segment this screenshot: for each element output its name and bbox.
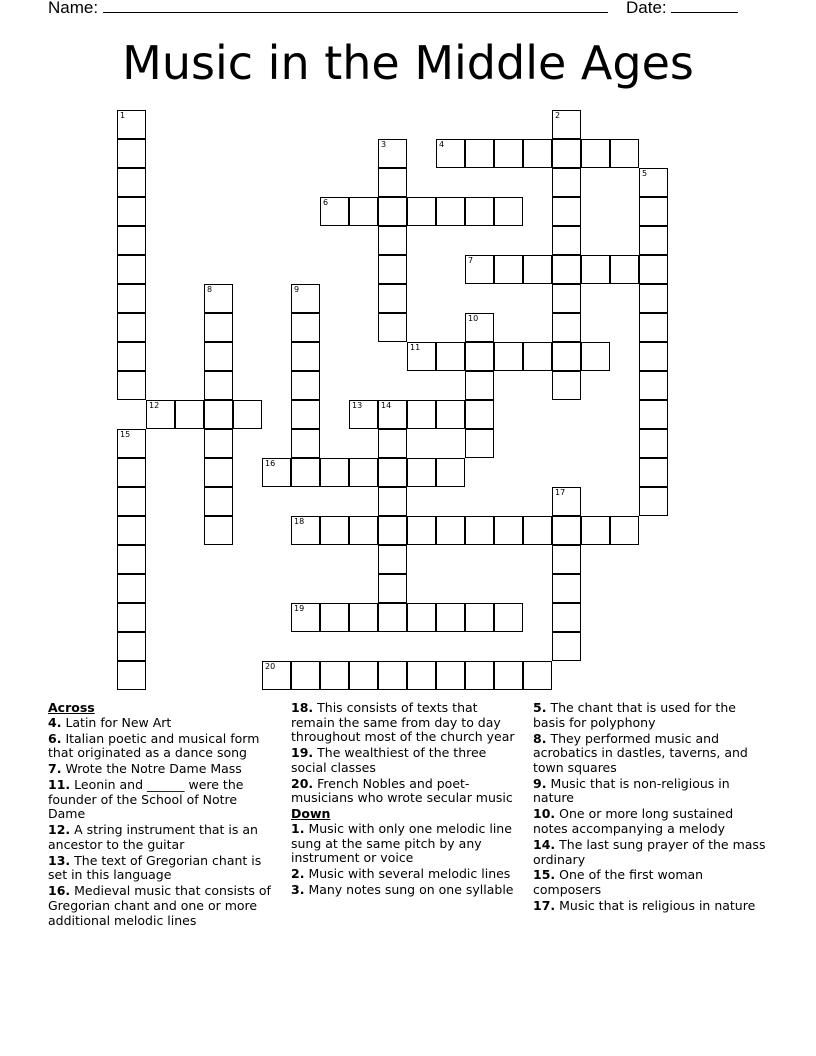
clue-number: 14 [381, 401, 392, 410]
grid-cell[interactable] [494, 139, 523, 168]
grid-cell[interactable] [117, 168, 146, 197]
grid-cell[interactable] [552, 632, 581, 661]
clue-number: 4 [439, 140, 445, 149]
grid-cell[interactable] [117, 342, 146, 371]
grid-cell[interactable] [610, 516, 639, 545]
grid-cell[interactable] [523, 255, 552, 284]
clue-number: 12 [149, 401, 160, 410]
grid-cell[interactable] [117, 371, 146, 400]
grid-cell[interactable] [204, 342, 233, 371]
grid-cell[interactable] [378, 284, 407, 313]
clue-number: 6 [323, 198, 329, 207]
grid-cell[interactable] [465, 197, 494, 226]
clues-column-3 [533, 701, 769, 915]
down-heading: Down [291, 806, 331, 822]
grid-cell[interactable] [581, 342, 610, 371]
clues-column-1 [48, 701, 276, 930]
grid-cell[interactable] [117, 516, 146, 545]
grid-cell[interactable] [378, 545, 407, 574]
grid-cell[interactable] [639, 371, 668, 400]
grid-cell[interactable] [117, 284, 146, 313]
grid-cell[interactable] [552, 168, 581, 197]
clue-number: 8 [207, 285, 213, 294]
across-clue-19: 19. The wealthiest of the three social classes [291, 745, 487, 775]
grid-cell[interactable] [349, 516, 378, 545]
grid-cell[interactable] [552, 255, 581, 284]
grid-cell[interactable] [204, 313, 233, 342]
grid-cell[interactable] [349, 458, 378, 487]
grid-cell[interactable] [291, 400, 320, 429]
grid-cell[interactable] [291, 342, 320, 371]
grid-cell[interactable] [407, 197, 436, 226]
grid-cell[interactable] [465, 429, 494, 458]
grid-cell[interactable] [494, 255, 523, 284]
grid-cell[interactable] [117, 255, 146, 284]
grid-cell[interactable] [552, 342, 581, 371]
grid-cell[interactable] [639, 342, 668, 371]
across-clue-20: 20. French Nobles and poet-musicians who wrote secular music [291, 775, 513, 806]
grid-cell[interactable] [639, 487, 668, 516]
grid-cell[interactable] [523, 139, 552, 168]
grid-cell[interactable] [465, 603, 494, 632]
grid-cell[interactable] [378, 429, 407, 458]
clue-number: 16 [265, 459, 276, 468]
clue-number: 17 [555, 488, 566, 497]
grid-cell[interactable] [552, 603, 581, 632]
across-clue-18: 18. This consists of texts that remain the same from day to day throughout most of the church year [291, 700, 515, 745]
grid-cell[interactable] [639, 458, 668, 487]
grid-cell[interactable] [204, 284, 233, 313]
grid-cell[interactable] [117, 458, 146, 487]
grid-cell[interactable] [291, 371, 320, 400]
grid-cell[interactable] [494, 516, 523, 545]
grid-cell[interactable] [175, 400, 204, 429]
grid-cell[interactable] [494, 603, 523, 632]
grid-cell[interactable] [639, 429, 668, 458]
grid-cell[interactable] [552, 139, 581, 168]
grid-cell[interactable] [117, 197, 146, 226]
grid-cell[interactable] [436, 400, 465, 429]
clue-number: 20 [265, 662, 276, 671]
page-title: Music in the Middle Ages [122, 36, 694, 90]
clue-number: 5 [642, 169, 648, 178]
grid-cell[interactable] [117, 661, 146, 690]
grid-cell[interactable] [436, 197, 465, 226]
grid-cell[interactable] [117, 545, 146, 574]
grid-cell[interactable] [465, 661, 494, 690]
grid-cell[interactable] [320, 458, 349, 487]
grid-cell[interactable] [552, 313, 581, 342]
across-clue-13: 13. The text of Gregorian chant is set in this language [48, 852, 262, 883]
grid-cell[interactable] [552, 545, 581, 574]
down-clue-17: 17. Music that is religious in nature [533, 898, 756, 914]
down-clue-9: 9. Music that is non-religious in nature [533, 775, 730, 806]
grid-cell[interactable] [465, 342, 494, 371]
grid-cell[interactable] [117, 110, 146, 139]
clue-number: 11 [410, 343, 421, 352]
grid-cell[interactable] [204, 458, 233, 487]
down-clue-5: 5. The chant that is used for the basis for polyphony [533, 700, 736, 730]
grid-cell[interactable] [117, 429, 146, 458]
down-clue-1: 1. Music with only one melodic line sung at the same pitch by any instrument or voice [291, 820, 512, 866]
grid-cell[interactable] [407, 661, 436, 690]
clue-number: 3 [381, 140, 387, 149]
grid-cell[interactable] [378, 313, 407, 342]
grid-cell[interactable] [581, 516, 610, 545]
grid-cell[interactable] [436, 458, 465, 487]
grid-cell[interactable] [436, 139, 465, 168]
clue-number: 19 [294, 604, 305, 613]
grid-cell[interactable] [639, 168, 668, 197]
grid-cell[interactable] [407, 400, 436, 429]
grid-cell[interactable] [349, 603, 378, 632]
grid-cell[interactable] [349, 661, 378, 690]
grid-cell[interactable] [378, 458, 407, 487]
grid-cell[interactable] [436, 342, 465, 371]
grid-cell[interactable] [407, 342, 436, 371]
clue-number: 7 [468, 256, 474, 265]
grid-cell[interactable] [204, 400, 233, 429]
grid-cell[interactable] [378, 487, 407, 516]
grid-cell[interactable] [262, 458, 291, 487]
grid-cell[interactable] [233, 400, 262, 429]
grid-cell[interactable] [378, 168, 407, 197]
grid-cell[interactable] [320, 197, 349, 226]
down-clue-2: 2. Music with several melodic lines [291, 866, 511, 882]
grid-cell[interactable] [436, 603, 465, 632]
date-label: Date: [626, 0, 667, 17]
grid-cell[interactable] [291, 429, 320, 458]
grid-cell[interactable] [262, 661, 291, 690]
grid-cell[interactable] [117, 632, 146, 661]
across-clue-4: 4. Latin for New Art [48, 714, 172, 730]
across-clue-12: 12. A string instrument that is an ancestor to the guitar [48, 822, 258, 852]
across-clue-7: 7. Wrote the Notre Dame Mass [48, 761, 242, 777]
grid-cell[interactable] [552, 110, 581, 139]
grid-cell[interactable] [552, 574, 581, 603]
clue-number: 2 [555, 111, 561, 120]
grid-cell[interactable] [639, 400, 668, 429]
grid-cell[interactable] [552, 284, 581, 313]
grid-cell[interactable] [291, 603, 320, 632]
across-clue-11: 11. Leonin and ______ were the founder of the School of Notre Dame [48, 777, 244, 822]
grid-cell[interactable] [291, 284, 320, 313]
clue-number: 10 [468, 314, 479, 323]
clues-column-2 [291, 701, 523, 899]
grid-cell[interactable] [320, 516, 349, 545]
grid-cell[interactable] [378, 226, 407, 255]
grid-cell[interactable] [552, 516, 581, 545]
across-clue-16: 16. Medieval music that consists of Gregorian chant and one or more additional melodic lines [48, 883, 271, 928]
grid-cell[interactable] [320, 661, 349, 690]
grid-cell[interactable] [117, 226, 146, 255]
grid-cell[interactable] [639, 197, 668, 226]
grid-cell[interactable] [465, 371, 494, 400]
grid-cell[interactable] [639, 284, 668, 313]
grid-cell[interactable] [320, 603, 349, 632]
grid-cell[interactable] [378, 574, 407, 603]
grid-cell[interactable] [349, 400, 378, 429]
grid-cell[interactable] [552, 371, 581, 400]
grid-cell[interactable] [349, 197, 378, 226]
grid-cell[interactable] [117, 313, 146, 342]
clue-number: 9 [294, 285, 300, 294]
grid-cell[interactable] [378, 255, 407, 284]
clue-number: 18 [294, 517, 305, 526]
clue-number: 13 [352, 401, 363, 410]
grid-cell[interactable] [204, 516, 233, 545]
grid-cell[interactable] [610, 139, 639, 168]
grid-cell[interactable] [117, 603, 146, 632]
grid-cell[interactable] [291, 516, 320, 545]
down-clue-10: 10. One or more long sustained notes accompanying a melody [533, 806, 734, 836]
clue-number: 15 [120, 430, 131, 439]
grid-cell[interactable] [407, 516, 436, 545]
grid-cell[interactable] [407, 603, 436, 632]
grid-cell[interactable] [436, 661, 465, 690]
grid-cell[interactable] [639, 255, 668, 284]
grid-cell[interactable] [204, 429, 233, 458]
across-clue-6: 6. Italian poetic and musical form that originated as a dance song [48, 730, 260, 761]
grid-cell[interactable] [639, 226, 668, 255]
grid-cell[interactable] [378, 400, 407, 429]
grid-cell[interactable] [465, 516, 494, 545]
grid-cell[interactable] [552, 197, 581, 226]
grid-cell[interactable] [523, 661, 552, 690]
grid-cell[interactable] [117, 574, 146, 603]
down-clue-15: 15. One of the first woman composers [533, 867, 704, 898]
grid-cell[interactable] [465, 255, 494, 284]
down-clue-3: 3. Many notes sung on one syllable [291, 882, 514, 898]
grid-cell[interactable] [465, 400, 494, 429]
grid-cell[interactable] [610, 255, 639, 284]
clue-number: 1 [120, 111, 126, 120]
grid-cell[interactable] [581, 139, 610, 168]
down-clue-14: 14. The last sung prayer of the mass ordinary [533, 836, 766, 867]
grid-cell[interactable] [117, 487, 146, 516]
grid-cell[interactable] [407, 458, 436, 487]
grid-cell[interactable] [378, 197, 407, 226]
across-heading: Across [48, 700, 95, 715]
grid-cell[interactable] [378, 603, 407, 632]
grid-cell[interactable] [639, 313, 668, 342]
grid-cell[interactable] [204, 371, 233, 400]
down-clue-8: 8. They performed music and acrobatics in dastles, taverns, and town squares [533, 730, 748, 775]
grid-cell[interactable] [465, 139, 494, 168]
grid-cell[interactable] [436, 516, 465, 545]
grid-cell[interactable] [378, 516, 407, 545]
grid-cell[interactable] [552, 487, 581, 516]
grid-cell[interactable] [378, 661, 407, 690]
grid-cell[interactable] [117, 139, 146, 168]
grid-cell[interactable] [291, 458, 320, 487]
grid-cell[interactable] [581, 255, 610, 284]
grid-cell[interactable] [378, 139, 407, 168]
grid-cell[interactable] [552, 226, 581, 255]
grid-cell[interactable] [494, 661, 523, 690]
grid-cell[interactable] [494, 342, 523, 371]
grid-cell[interactable] [494, 197, 523, 226]
grid-cell[interactable] [465, 313, 494, 342]
grid-cell[interactable] [523, 342, 552, 371]
name-label: Name: [48, 0, 99, 17]
grid-cell[interactable] [204, 487, 233, 516]
grid-cell[interactable] [291, 313, 320, 342]
grid-cell[interactable] [146, 400, 175, 429]
grid-cell[interactable] [291, 661, 320, 690]
grid-cell[interactable] [523, 516, 552, 545]
